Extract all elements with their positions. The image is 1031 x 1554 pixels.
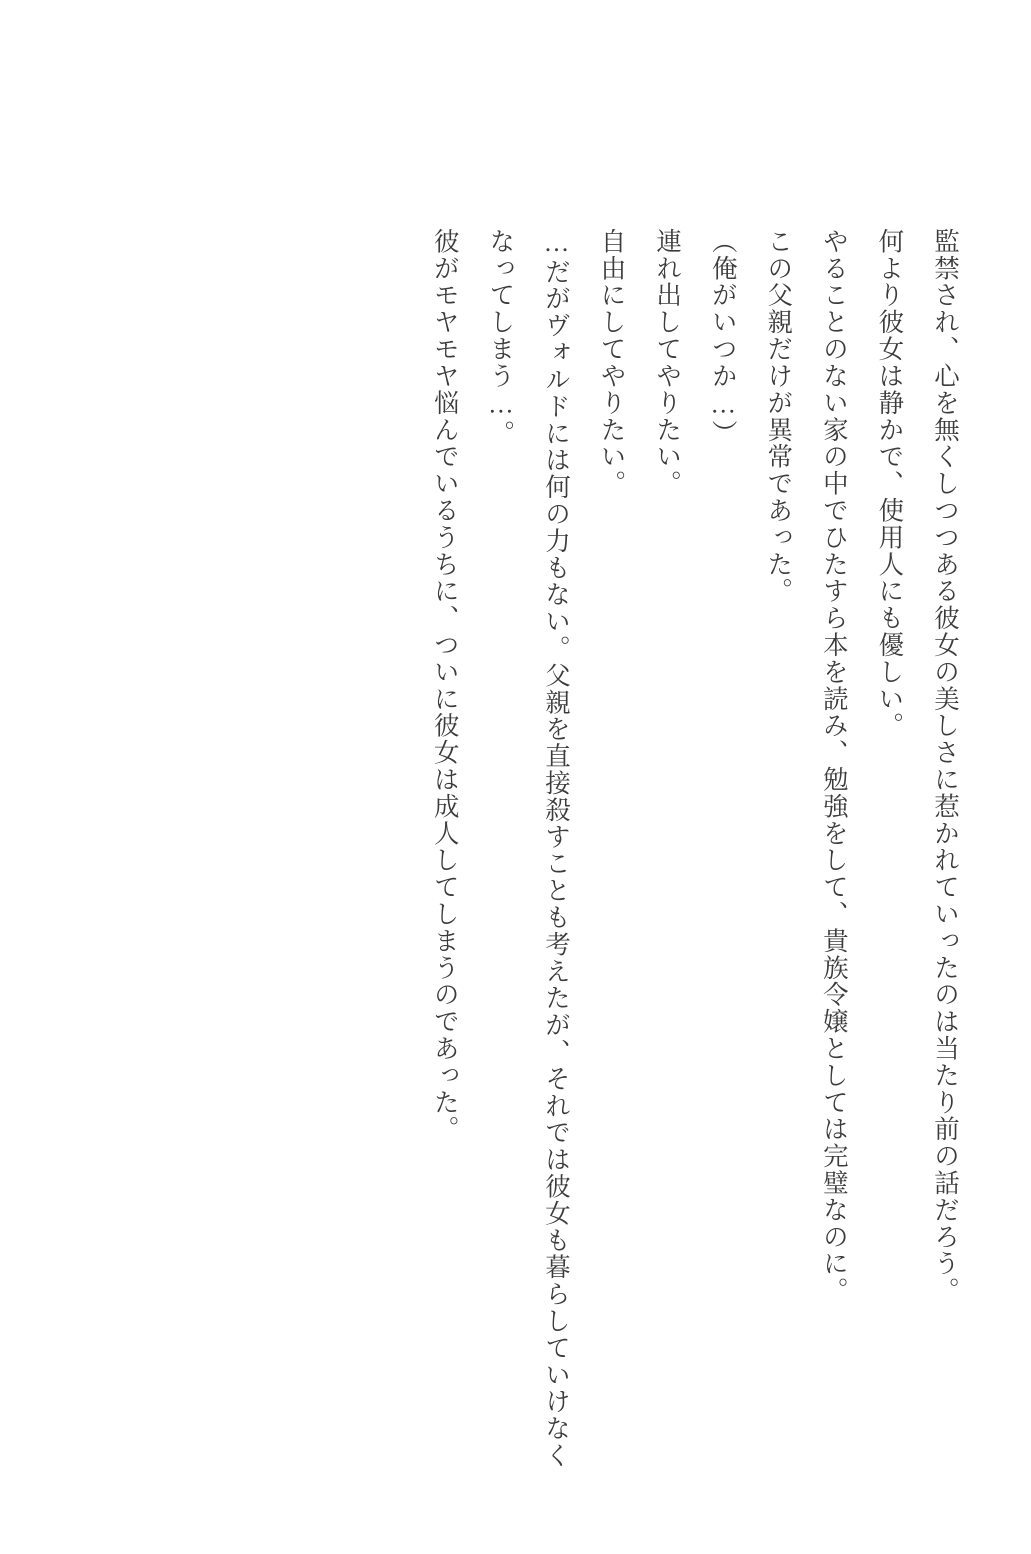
paragraph: やることのない家の中でひたすら本を読み、勉強をして、貴族令嬢としては完璧なのに。 (819, 228, 849, 1305)
paragraph: 監禁され、心を無くしつつある彼女の美しさに惹かれていったのは当たり前の話だろう。 (931, 228, 960, 1305)
vertical-text-block (417, 228, 973, 1488)
paragraph: （俺がいつか…） (708, 228, 738, 447)
paragraph: 連れ出してやりたい。 (653, 228, 683, 498)
paragraph: 自由にしてやりたい。 (597, 228, 627, 498)
paragraph: 何より彼女は静かで、使用人にも優しい。 (875, 228, 905, 740)
paragraph: …だがヴォルドには何の力もない。父親を直接殺すことも考えたが、それでは彼女も暮らしていけなくなってしまう…。 (486, 228, 571, 1470)
paragraph: この父親だけが異常であった。 (764, 228, 794, 605)
paragraph: 彼がモヤモヤ悩んでいるうちに、ついに彼女は成人してしまうのであった。 (430, 228, 460, 1143)
